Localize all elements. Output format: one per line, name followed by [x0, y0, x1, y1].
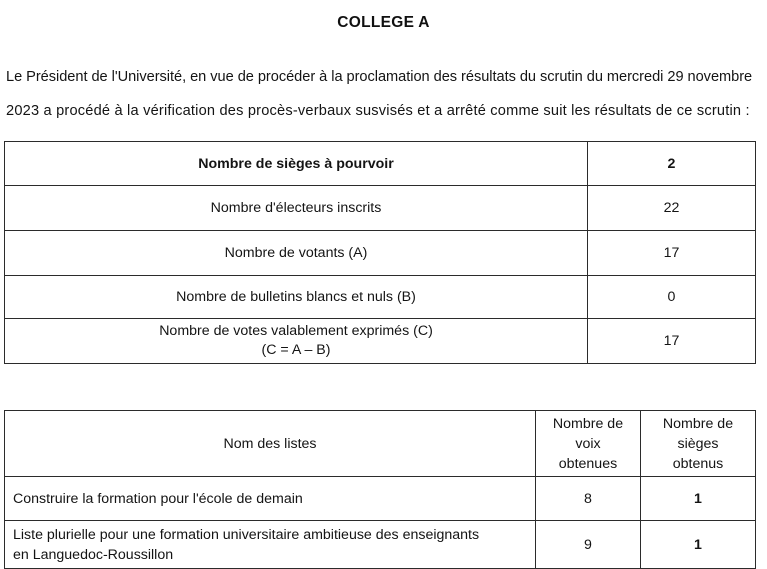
- table-row: [5, 319, 756, 364]
- list-name-2-line-1: Liste plurielle pour une formation universitaire ambitieuse des enseignants: [13, 526, 480, 543]
- summary-label-registered-voters: Nombre d'électeurs inscrits: [5, 186, 588, 231]
- summary-label-seats-to-fill: Nombre de sièges à pourvoir: [5, 142, 588, 186]
- lists-header-votes-line-2: voix: [575, 435, 601, 452]
- summary-value-seats-to-fill: 2: [588, 142, 756, 186]
- table-row: [5, 142, 756, 186]
- lists-header-votes-line-3: obtenues: [558, 455, 618, 472]
- lists-header-name: Nom des listes: [5, 411, 536, 477]
- lists-header-seats-line-3: obtenus: [672, 455, 724, 472]
- election-lists-table: [4, 410, 756, 569]
- list-seats-1: 1: [641, 477, 756, 521]
- table-row: [5, 231, 756, 276]
- summary-value-blank-null-ballots: 0: [588, 276, 756, 319]
- election-summary-table: [4, 141, 756, 364]
- summary-value-registered-voters: 22: [588, 186, 756, 231]
- list-votes-2: 9: [536, 521, 641, 569]
- lists-header-seats-line-2: sièges: [677, 435, 719, 452]
- table-row: [5, 186, 756, 231]
- intro-paragraph: [6, 60, 762, 128]
- lists-header-seats-line-1: Nombre de: [662, 415, 734, 432]
- summary-label-valid-votes: [5, 319, 588, 364]
- summary-value-valid-votes: 17: [588, 319, 756, 364]
- intro-line-2: 2023 a procédé à la vérification des procès-verbaux susvisés et a arrêté comme suit les résultats de ce scrutin :: [6, 103, 750, 119]
- summary-value-voters: 17: [588, 231, 756, 276]
- page-title: COLLEGE A: [337, 14, 430, 31]
- list-name-2-line-2: en Languedoc-Roussillon: [13, 546, 174, 563]
- table-row: [5, 276, 756, 319]
- list-name-1-line-1: Construire la formation pour l'école de demain: [13, 490, 303, 507]
- lists-header-votes: [536, 411, 641, 477]
- summary-label-valid-votes-main: Nombre de votes valablement exprimés (C): [159, 323, 433, 339]
- summary-label-blank-null-ballots: Nombre de bulletins blancs et nuls (B): [5, 276, 588, 319]
- lists-header-votes-line-1: Nombre de: [552, 415, 624, 432]
- list-votes-1: 8: [536, 477, 641, 521]
- table-header-row: [5, 411, 756, 477]
- table-row: [5, 477, 756, 521]
- table-row: [5, 521, 756, 569]
- summary-label-valid-votes-formula: (C = A – B): [261, 342, 331, 358]
- intro-line-1: Le Président de l'Université, en vue de procéder à la proclamation des résultats du scrutin du mercredi 29 novembre: [6, 69, 753, 85]
- lists-header-seats: [641, 411, 756, 477]
- list-name-1: [5, 477, 536, 521]
- list-name-2: [5, 521, 536, 569]
- summary-label-voters: Nombre de votants (A): [5, 231, 588, 276]
- list-seats-2: 1: [641, 521, 756, 569]
